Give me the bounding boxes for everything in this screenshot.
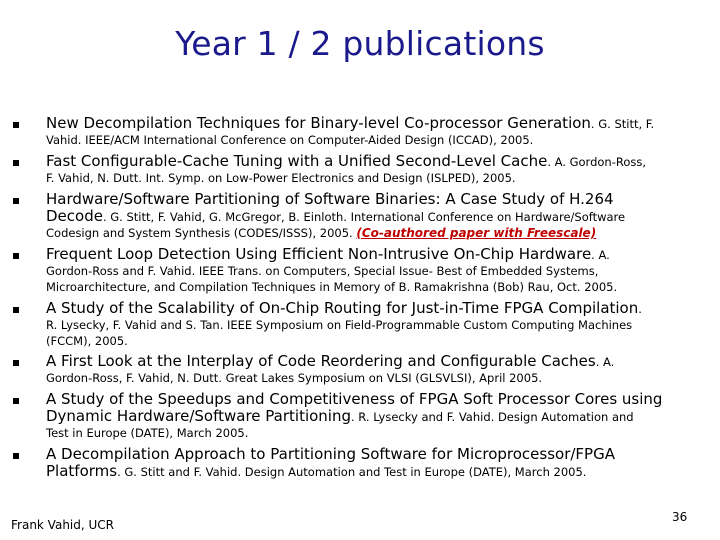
publication-details: Codesign and System Synthesis (CODES/ISSS), 2005. (46, 226, 353, 240)
publication-item (46, 246, 706, 295)
publication-item (46, 391, 706, 441)
publication-details: F. Vahid, N. Dutt. Int. Symp. on Low-Power Electronics and Design (ISLPED), 2005. (46, 171, 516, 185)
publication-details: Test in Europe (DATE), March 2005. (46, 426, 249, 440)
freescale-note: (Co-authored paper with Freescale) (356, 226, 597, 240)
bullet-icon (13, 398, 19, 404)
bullet-icon (13, 307, 19, 313)
bullet-icon (13, 160, 19, 166)
publication-item (46, 300, 706, 349)
publication-authors: . A. (595, 355, 615, 369)
publication-authors: . A. (591, 248, 610, 262)
publication-title: Frequent Loop Detection Using Efficient Non-Intrusive On-Chip Hardware (46, 245, 592, 263)
publication-details: Gordon-Ross, F. Vahid, N. Dutt. Great Lakes Symposium on VLSI (GLSVLSI), April 2005. (46, 371, 543, 385)
publication-title-line2: Decode (46, 207, 103, 225)
publication-details-line1: Gordon-Ross and F. Vahid. IEEE Trans. on Computers, Special Issue- Best of Embedded Systems, (46, 264, 599, 278)
publication-title-line1: Hardware/Software Partitioning of Software Binaries: A Case Study of H.264 (46, 190, 614, 208)
publication-authors: . G. Stitt and F. Vahid. Design Automation and Test in Europe (DATE), March 2005. (117, 465, 587, 479)
publication-item (46, 115, 706, 148)
publication-title: A Study of the Scalability of On-Chip Routing for Just-in-Time FPGA Compilation (46, 299, 639, 317)
publication-authors: . R. Lysecky and F. Vahid. Design Automation and (351, 410, 634, 424)
bullet-icon (13, 198, 19, 204)
publication-authors: . G. Stitt, F. (590, 117, 655, 131)
publication-item (46, 446, 706, 480)
bullet-icon (13, 360, 19, 366)
bullet-icon (13, 453, 19, 459)
publication-details-line2: (FCCM), 2005. (46, 334, 128, 348)
publication-title-line2: Platforms (46, 462, 118, 480)
publication-details: Vahid. IEEE/ACM International Conference on Computer-Aided Design (ICCAD), 2005. (46, 133, 534, 147)
publication-details-line1: R. Lysecky, F. Vahid and S. Tan. IEEE Symposium on Field-Programmable Custom Computing Machines (46, 318, 633, 332)
bullet-icon (13, 253, 19, 259)
publication-title: New Decompilation Techniques for Binary-level Co-processor Generation (46, 114, 591, 132)
publication-title-line1: A Study of the Speedups and Competitiveness of FPGA Soft Processor Cores using (46, 390, 663, 408)
bullet-icon (13, 122, 19, 128)
publication-details-line2: Microarchitecture, and Compilation Techniques in Memory of B. Ramakrishna (Bob) Rau, Oct. 2005. (46, 280, 618, 294)
publication-title: A First Look at the Interplay of Code Reordering and Configurable Caches (46, 352, 596, 370)
publication-title-line1: A Decompilation Approach to Partitioning Software for Microprocessor/FPGA (46, 445, 615, 463)
publication-authors: . G. Stitt, F. Vahid, G. McGregor, B. Einloth. International Conference on Hardware/Software (102, 210, 626, 224)
footer-author: Frank Vahid, UCR (11, 518, 115, 532)
publication-item (46, 153, 706, 186)
publication-item (46, 353, 706, 386)
publication-authors: . A. Gordon-Ross, (547, 155, 646, 169)
publication-title: Fast Configurable-Cache Tuning with a Unified Second-Level Cache (46, 152, 548, 170)
slide-title: Year 1 / 2 publications (175, 24, 545, 63)
publication-authors: . (638, 302, 642, 316)
publication-item (46, 191, 706, 241)
publication-title-line2: Dynamic Hardware/Software Partitioning (46, 407, 351, 425)
page-number: 36 (672, 510, 688, 524)
